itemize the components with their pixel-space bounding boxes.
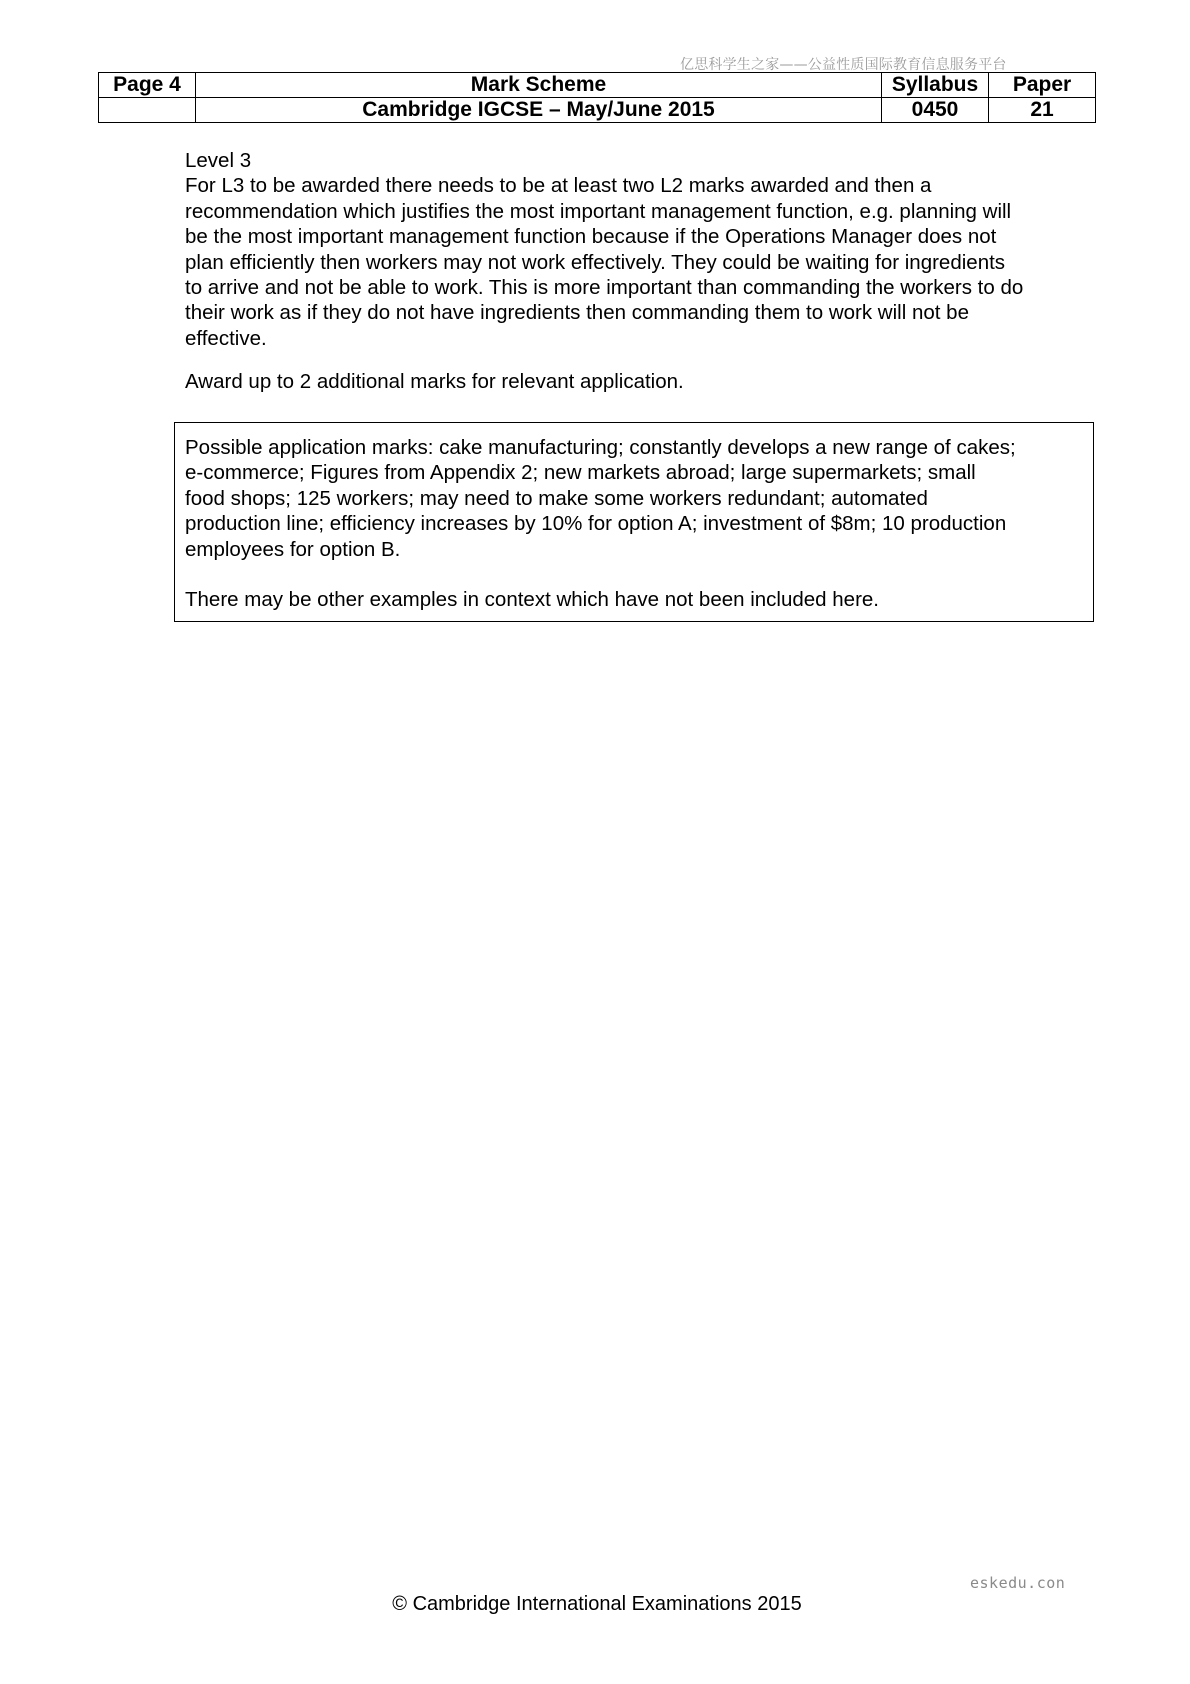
- header-empty-cell: [99, 98, 196, 123]
- body-line: their work as if they do not have ingredients then commanding them to work will not be: [185, 301, 969, 325]
- paper-value: 21: [989, 98, 1096, 123]
- copyright-footer: [0, 1593, 1190, 1616]
- level-heading: Level 3: [185, 149, 252, 172]
- copyright-text: © Cambridge International Examinations 2015: [392, 1593, 802, 1615]
- award-line: Award up to 2 additional marks for relevant application.: [185, 370, 684, 394]
- application-line: Possible application marks: cake manufacturing; constantly develops a new range of cakes;: [185, 436, 1016, 459]
- header-subtitle: Cambridge IGCSE – May/June 2015: [196, 98, 882, 123]
- application-line: production line; efficiency increases by 10% for option A; investment of $8m; 10 production: [185, 512, 1007, 536]
- watermark-bottom: eskedu.con: [970, 1574, 1066, 1592]
- application-line: employees for option B.: [185, 537, 401, 561]
- body-line: plan efficiently then workers may not work effectively. They could be waiting for ingredients: [185, 250, 1006, 274]
- body-line: be the most important management function because if the Operations Manager does not: [185, 225, 997, 249]
- syllabus-value: 0450: [882, 98, 989, 123]
- header-title: Mark Scheme: [196, 73, 882, 98]
- watermark-top: 亿思科学生之家——公益性质国际教育信息服务平台: [680, 57, 1007, 73]
- mark-scheme-body: [185, 148, 1095, 395]
- body-line: For L3 to be awarded there needs to be at least two L2 marks awarded and then a: [185, 174, 932, 198]
- syllabus-label: Syllabus: [882, 73, 989, 98]
- body-line: recommendation which justifies the most important management function, e.g. planning will: [185, 199, 1012, 223]
- application-line: food shops; 125 workers; may need to make some workers redundant; automated: [185, 486, 928, 510]
- body-line: to arrive and not be able to work. This is more important than commanding the workers to do: [185, 276, 1024, 300]
- application-box: [174, 422, 1094, 622]
- body-line: effective.: [185, 326, 267, 350]
- page-number: Page 4: [99, 73, 196, 98]
- header-table: [98, 72, 1096, 123]
- application-line: e-commerce; Figures from Appendix 2; new markets abroad; large supermarkets; small: [185, 461, 976, 485]
- application-note: There may be other examples in context which have not been included here.: [185, 588, 879, 612]
- paper-label: Paper: [989, 73, 1096, 98]
